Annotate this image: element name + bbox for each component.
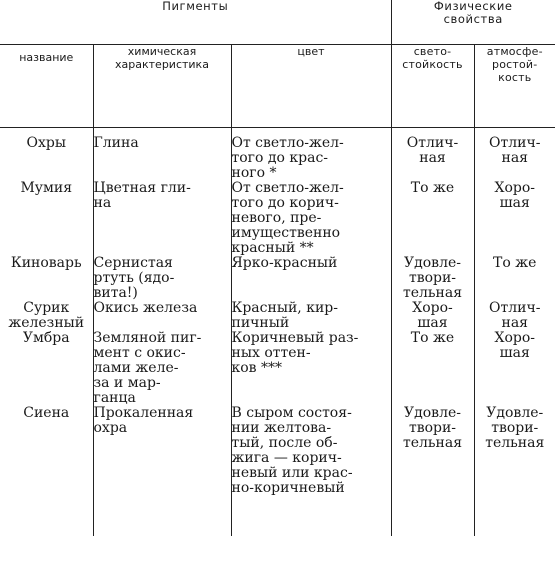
cell-name: Охры <box>26 135 66 151</box>
spacer-cell <box>93 496 231 536</box>
pigments-group-header: Пигменты <box>162 0 229 13</box>
physical-properties-group-header: Физические свойства <box>391 0 555 45</box>
cell-lightfastness: Удовле- твори- тельная <box>391 406 474 496</box>
column-header-chemical: химическая характеристика <box>93 45 231 128</box>
cell-chemical: Окись железа <box>93 301 231 331</box>
cell-lightfastness: Отлич- ная <box>391 128 474 182</box>
cell-chemical: Земляной пиг- мент с окис- лами желе- за и мар- ганца <box>93 331 231 406</box>
cell-name: Сурик железный <box>8 300 85 331</box>
cell-weather-resistance: Хоро- шая <box>474 181 555 256</box>
cell-name: Сиена <box>23 405 70 421</box>
table-body <box>0 128 555 537</box>
cell-weather-resistance: Отлич- ная <box>474 301 555 331</box>
cell-chemical: Цветная гли- на <box>93 181 231 256</box>
table-row <box>0 406 555 496</box>
cell-chemical: Глина <box>93 128 231 182</box>
cell-color: От светло-жел- того до корич- невого, пре- имущественно красный ** <box>231 181 391 256</box>
column-header-weather-resistance: атмосфе- ростой- кость <box>474 45 555 128</box>
spacer-cell <box>0 496 93 536</box>
cell-color: Коричневый раз- ных оттен- ков *** <box>231 331 391 406</box>
table-header <box>0 0 555 128</box>
column-header-name: название <box>0 45 93 128</box>
cell-lightfastness: Хоро- шая <box>391 301 474 331</box>
spacer-cell <box>231 496 391 536</box>
cell-chemical: Сернистая ртуть (ядо- вита!) <box>93 256 231 301</box>
table-row <box>0 301 555 331</box>
table-row <box>0 181 555 256</box>
cell-weather-resistance: Отлич- ная <box>474 128 555 182</box>
cell-lightfastness: То же <box>391 181 474 256</box>
cell-color: Ярко-красный <box>231 256 391 301</box>
cell-weather-resistance: То же <box>474 256 555 301</box>
cell-weather-resistance: Хоро- шая <box>474 331 555 406</box>
table-row <box>0 128 555 182</box>
table-bottom-spacer <box>0 496 555 536</box>
cell-lightfastness: Удовле- твори- тельная <box>391 256 474 301</box>
table-row <box>0 256 555 301</box>
cell-chemical: Прокаленная охра <box>93 406 231 496</box>
cell-name: Киноварь <box>10 255 82 271</box>
cell-weather-resistance: Удовле- твори- тельная <box>474 406 555 496</box>
column-header-color: цвет <box>231 45 391 128</box>
table-row <box>0 331 555 406</box>
cell-color: От светло-жел- того до крас- ного * <box>231 128 391 182</box>
column-header-lightfastness: свето- стойкость <box>391 45 474 128</box>
cell-name: Мумия <box>20 180 73 196</box>
cell-color: Красный, кир- пичный <box>231 301 391 331</box>
cell-name: Умбра <box>22 330 70 346</box>
spacer-cell <box>474 496 555 536</box>
spacer-cell <box>391 496 474 536</box>
cell-lightfastness: То же <box>391 331 474 406</box>
cell-color: В сыром состоя- нии желтова- тый, после об- жига — корич- невый или крас- но-коричневый <box>231 406 391 496</box>
